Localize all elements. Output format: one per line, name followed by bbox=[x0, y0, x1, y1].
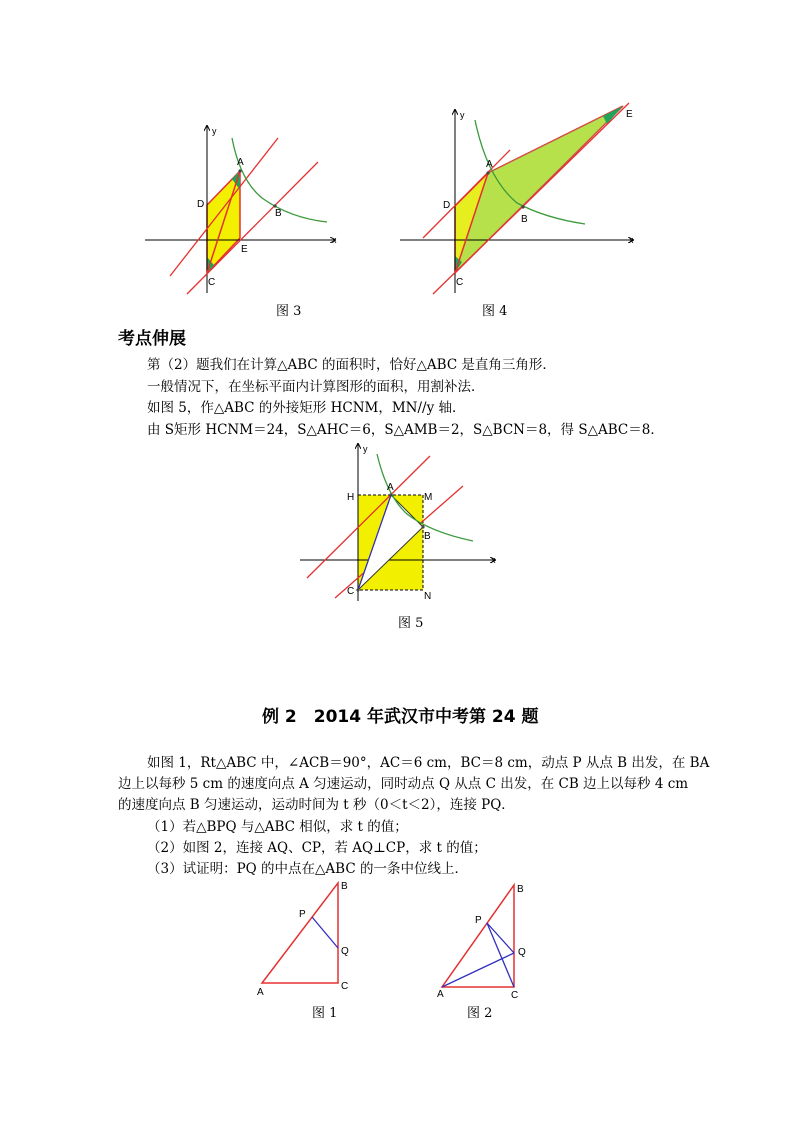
section-line-4: 由 S矩形 HCNM＝24，S△AHC＝6，S△AMB＝2，S△BCN＝8，得 S△ABC＝8． bbox=[147, 422, 664, 438]
label-y: y bbox=[460, 110, 465, 120]
segment-pq bbox=[487, 923, 514, 953]
section-line-3: 如图 5，作△ABC 的外接矩形 HCNM，MN//y 轴． bbox=[147, 400, 466, 416]
label-x: x bbox=[332, 235, 337, 245]
label-c: C bbox=[347, 586, 355, 597]
example-line-3: 的速度向点 B 匀速运动，运动时间为 t 秒（0＜t＜2），连接 PQ． bbox=[118, 797, 515, 813]
example-title: 例 2 2014 年武汉市中考第 24 题 bbox=[262, 707, 539, 727]
label-b: B bbox=[521, 214, 528, 225]
label-b: B bbox=[424, 531, 431, 542]
label-n: N bbox=[424, 591, 432, 602]
figure-4 bbox=[395, 98, 640, 302]
label-a: A bbox=[257, 987, 264, 998]
example-question-2: （2）如图 2，连接 AQ、CP，若 AQ⊥CP，求 t 的值； bbox=[147, 840, 487, 856]
label-q: Q bbox=[341, 946, 349, 957]
label-d: D bbox=[443, 200, 451, 211]
label-a: A bbox=[387, 482, 394, 493]
label-c: C bbox=[456, 277, 464, 288]
figure-3 bbox=[140, 118, 350, 302]
label-x: x bbox=[629, 235, 634, 245]
label-e: E bbox=[626, 109, 633, 120]
label-a: A bbox=[237, 157, 244, 168]
label-b: B bbox=[275, 208, 282, 219]
label-e: E bbox=[241, 244, 248, 255]
label-y: y bbox=[212, 126, 217, 136]
label-p: P bbox=[475, 915, 482, 926]
label-h: H bbox=[347, 492, 355, 503]
section-title: 考点伸展 bbox=[118, 329, 186, 349]
label-c: C bbox=[511, 990, 519, 1000]
triangle-abc bbox=[262, 883, 338, 983]
green-angle-mark-e bbox=[603, 106, 623, 124]
section-line-1: 第（2）题我们在计算△ABC 的面积时，恰好△ABC 是直角三角形． bbox=[147, 357, 556, 373]
label-p: P bbox=[299, 909, 306, 920]
example-figure-2 bbox=[432, 875, 542, 1000]
figure-3-caption: 图 3 bbox=[276, 304, 302, 319]
example-line-1: 如图 1，Rt△ABC 中，∠ACB＝90°，AC＝6 cm，BC＝8 cm，动点 P 从点 B 出发，在 BA bbox=[147, 755, 710, 771]
label-q: Q bbox=[518, 947, 526, 958]
example-line-2: 边上以每秒 5 cm 的速度向点 A 匀速运动，同时动点 Q 从点 C 出发，在 CB 边上以每秒 4 cm bbox=[118, 776, 689, 792]
example-figure-1 bbox=[250, 875, 360, 1000]
label-b: B bbox=[341, 881, 348, 892]
segment-aq bbox=[442, 953, 514, 987]
example-figure-1-caption: 图 1 bbox=[312, 1006, 338, 1021]
label-m: M bbox=[424, 492, 433, 503]
figure-5-caption: 图 5 bbox=[398, 616, 424, 631]
figure-5 bbox=[295, 436, 505, 606]
example-question-3: （3）试证明：PQ 的中点在△ABC 的一条中位线上． bbox=[147, 861, 468, 877]
label-a: A bbox=[437, 989, 444, 1000]
example-figure-2-caption: 图 2 bbox=[467, 1006, 493, 1021]
example-question-1: （1）若△BPQ 与△ABC 相似，求 t 的值； bbox=[147, 819, 408, 835]
label-a: A bbox=[486, 159, 493, 170]
label-b: B bbox=[517, 884, 524, 895]
label-c: C bbox=[341, 981, 349, 992]
segment-pq bbox=[312, 917, 338, 948]
label-c: C bbox=[208, 277, 216, 288]
section-line-2: 一般情况下，在坐标平面内计算图形的面积，用割补法． bbox=[147, 379, 485, 395]
triangle-abc bbox=[442, 885, 514, 987]
label-d: D bbox=[197, 199, 205, 210]
label-x: x bbox=[491, 555, 496, 565]
label-y: y bbox=[363, 444, 368, 454]
figure-4-caption: 图 4 bbox=[482, 304, 508, 319]
